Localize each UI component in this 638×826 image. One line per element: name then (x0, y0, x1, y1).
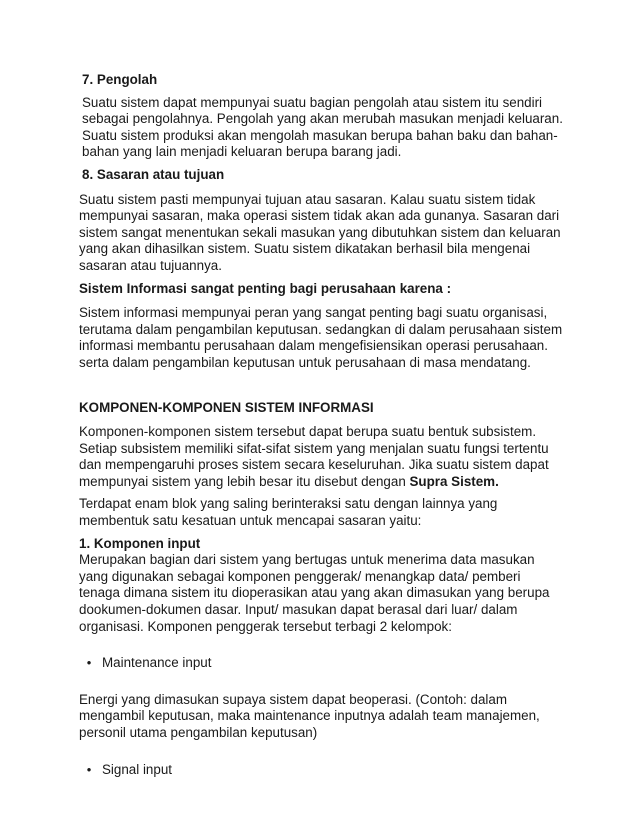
paragraph-komponen-text: Komponen-komponen sistem tersebut dapat berupa suatu bentuk subsistem. Setiap subsistem memiliki sifat-sifat sistem yang menjalan suatu fungsi tertentu dan mempengaruhi proses sistem secara keseluruhan. Jika suatu sistem dapat mempunyai sistem yang lebih besar itu disebut dengan (79, 424, 549, 489)
paragraph-penting: Sistem informasi mempunyai peran yang sangat penting bagi suatu organisasi, terutama dalam pengambilan keputusan. sedangkan di dalam perusahaan sistem informasi membantu perusahaan dalam mengefisiensikan operasi perusahaan. serta dalam pengambilan keputusan untuk perusahaan di masa mendatang. (79, 305, 563, 370)
paragraph-pengolah: Suatu sistem dapat mempunyai suatu bagian pengolah atau sistem itu sendiri sebagai pengolahnya. Pengolah yang akan merubah masukan menjadi keluaran. Suatu sistem produksi akan mengolah masukan berupa bahan baku dan bahan-bahan yang lain menjadi keluaran berupa barang jadi. (82, 94, 563, 160)
heading-pengolah: 7. Pengolah (82, 72, 158, 87)
paragraph-sasaran: Suatu sistem pasti mempunyai tujuan atau sasaran. Kalau suatu sistem tidak mempunyai sasaran, maka operasi sistem tidak akan ada gunanya. Sasaran dari sistem sangat menentukan sekali masukan yang dibutuhkan sistem dan keluaran yang akan dihasilkan sistem. Suatu sistem dikatakan berhasil bila mengenai sasaran atau tujuannya. (79, 191, 561, 273)
bullet-icon: • (86, 761, 92, 777)
bullet-icon: • (86, 655, 92, 671)
paragraph-komponen (79, 424, 564, 490)
supra-sistem-term: Supra Sistem. (409, 473, 499, 489)
paragraph-maintenance: Energi yang dimasukan supaya sistem dapat beoperasi. (Contoh: dalam mengambil keputusan, maka maintenance inputnya adalah team manajemen, personil utama pengambilan keputusan) (79, 691, 540, 740)
list-item-signal-input (79, 762, 564, 779)
heading-penting: Sistem Informasi sangat penting bagi perusahaan karena : (79, 280, 452, 296)
list-item-label: Signal input (102, 761, 172, 777)
heading-komponen-input: 1. Komponen input (79, 535, 201, 551)
heading-sasaran: 8. Sasaran atau tujuan (82, 166, 225, 182)
heading-komponen: KOMPONEN-KOMPONEN SISTEM INFORMASI (79, 399, 374, 415)
paragraph-enam-blok: Terdapat enam blok yang saling berinteraksi satu dengan lainnya yang membentuk satu kesatuan untuk mencapai sasaran yaitu: (79, 496, 498, 529)
list-item-maintenance-input (79, 655, 564, 672)
paragraph-komponen-input: Merupakan bagian dari sistem yang bertugas untuk menerima data masukan yang digunakan sebagai komponen penggerak/ menangkap data/ pemberi tenaga dimana sistem itu dioperasikan atau yang akan dimasukan yang berupa dookumen-dokumen dasar. Input/ masukan dapat berasal dari luar/ dalam organisasi. Komponen penggerak tersebut terbagi 2 kelompok: (79, 552, 550, 634)
list-item-label: Maintenance input (102, 655, 212, 671)
